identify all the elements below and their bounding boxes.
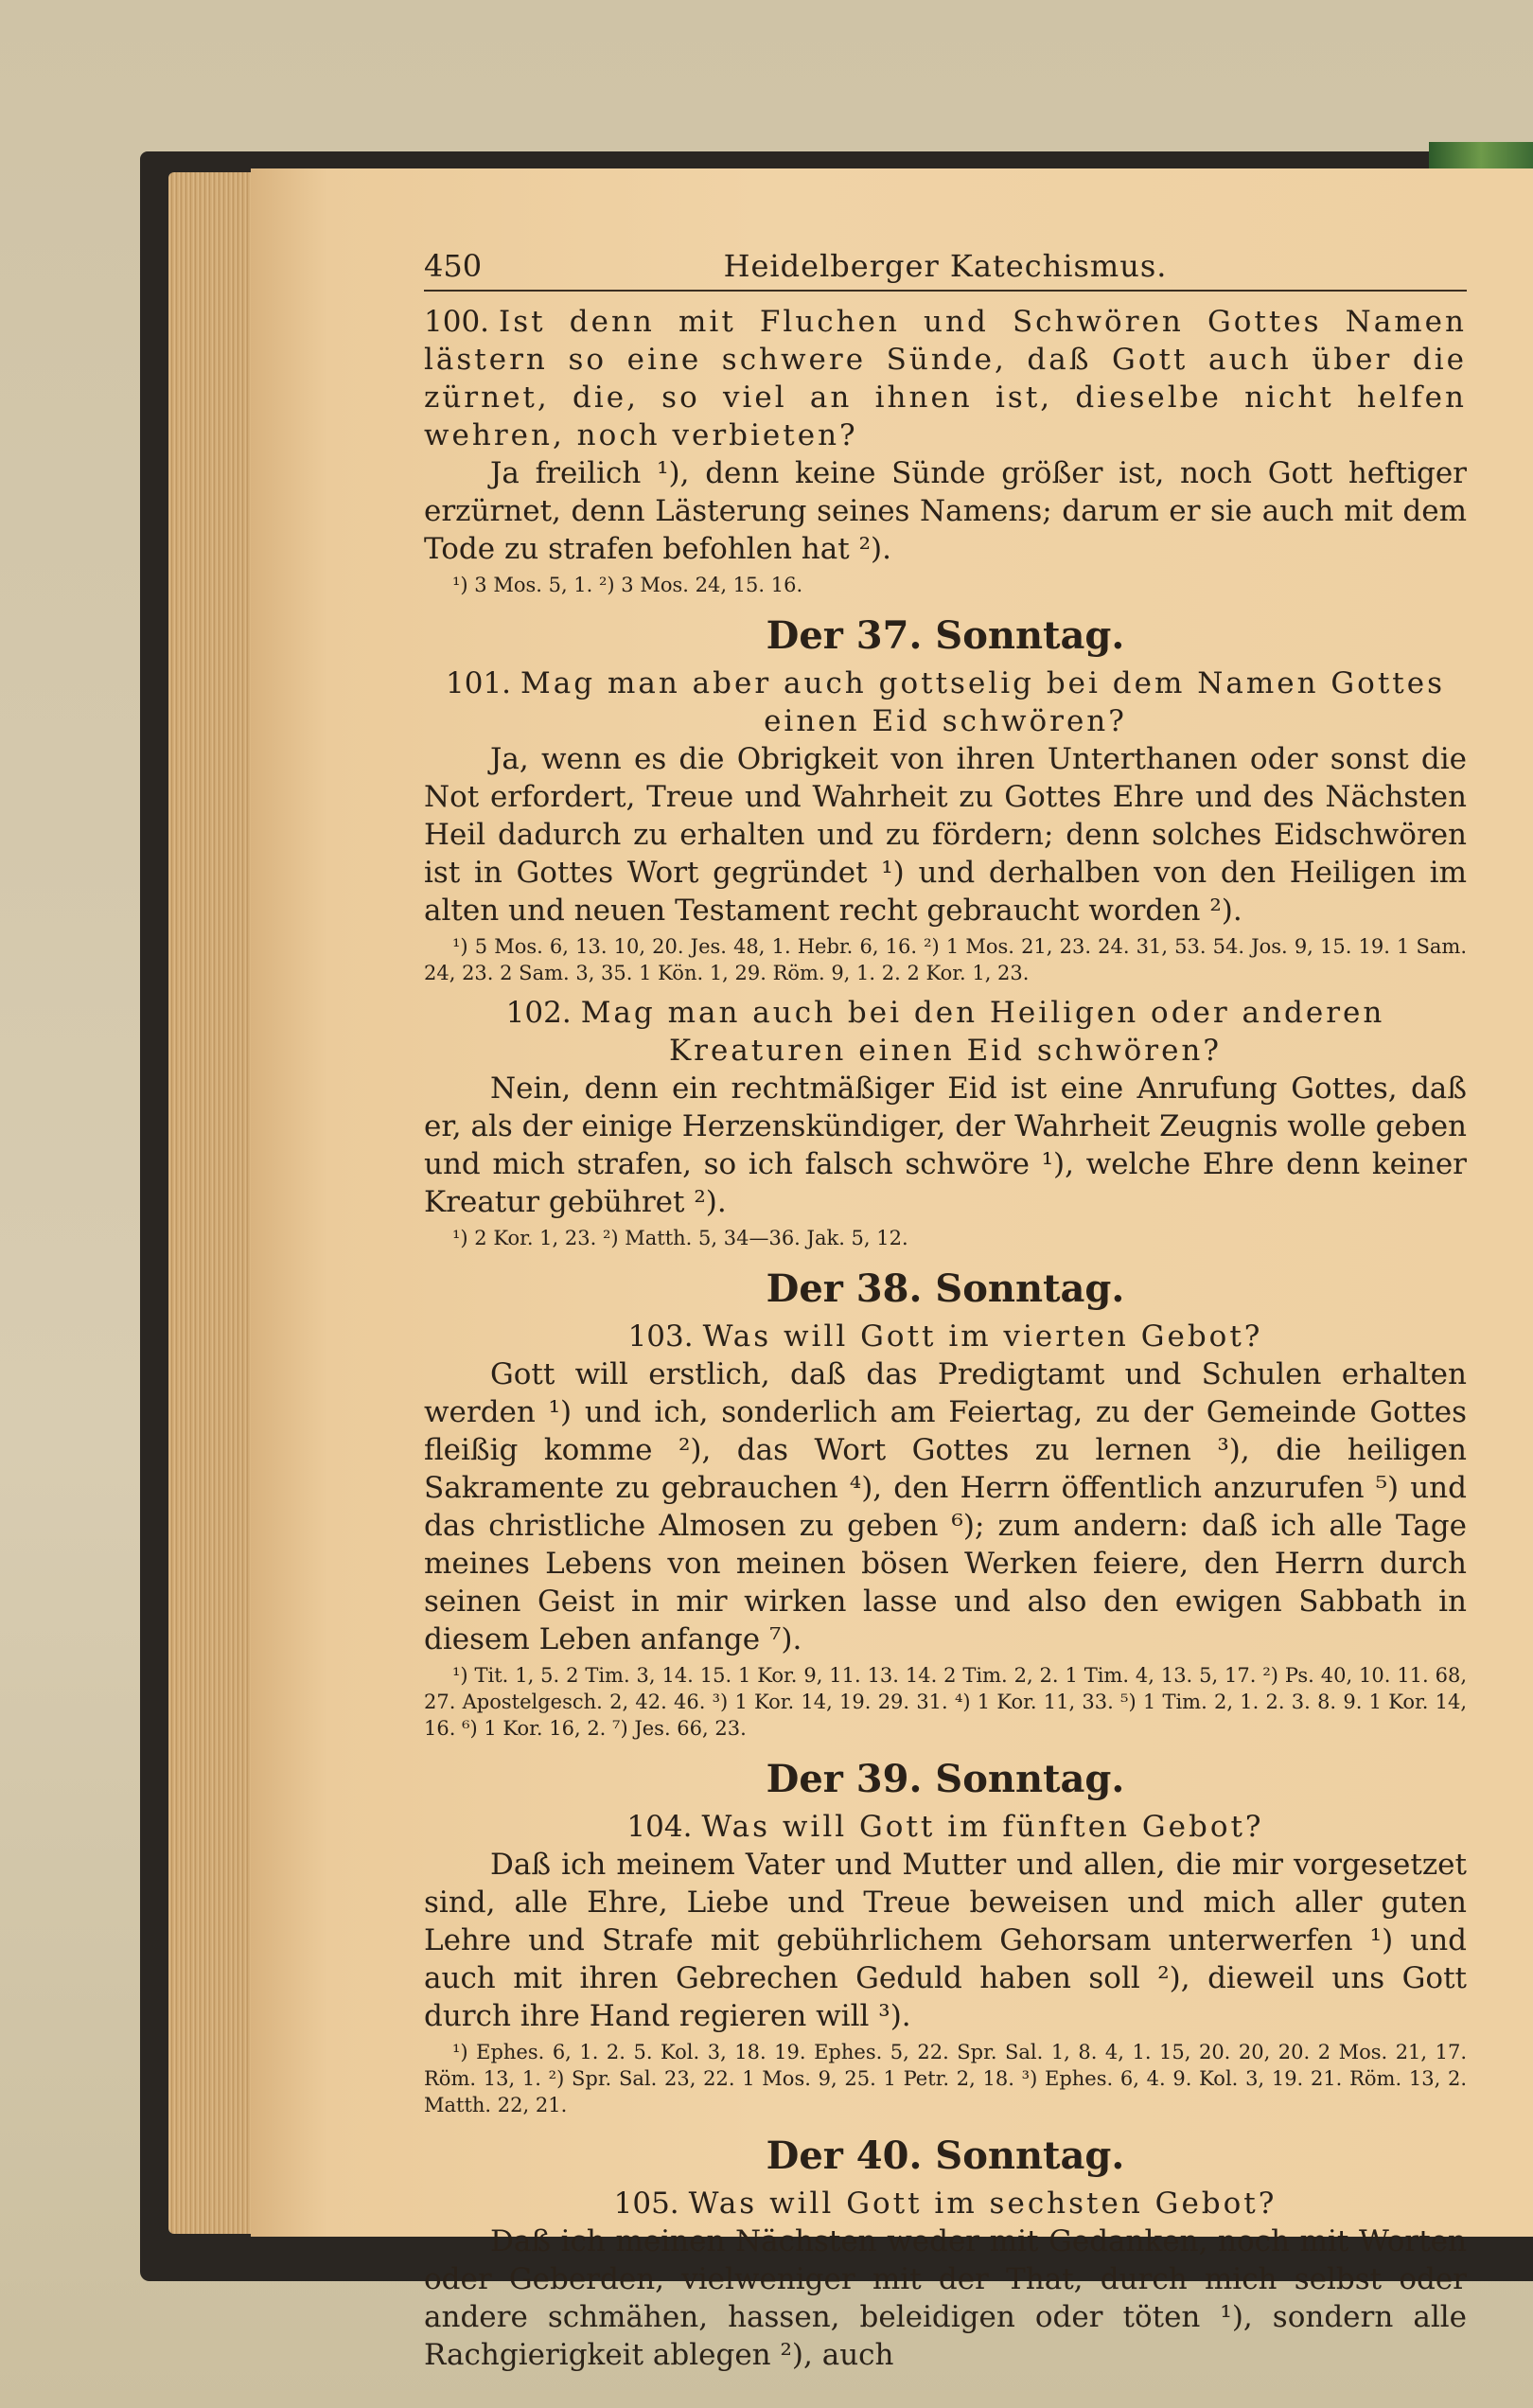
answer: Daß ich meinen Nächsten weder mit Gedanken, noch mit Worten oder Geberden, vielweniger mit der That, durch mich selbst oder andere schmähen, hassen, beleidigen oder töten ¹), sondern alle Rachgierigkeit ablegen ²), auch: [424, 2224, 1467, 2372]
answer: Daß ich meinem Vater und Mutter und allen, die mir vorgesetzet sind, alle Ehre, Liebe und Treue beweisen und mich aller guten Lehre und Strafe mit gebührlichem Gehorsam unterwerfen ¹) und auch mit ihren Gebrechen Geduld haben soll ²), dieweil uns Gott durch ihre Hand regieren will ³).: [424, 1848, 1467, 2033]
page-header: [424, 248, 1467, 292]
sunday-heading: Der 37. Sonntag.: [766, 613, 1125, 658]
catechism-section: [424, 2134, 1467, 2374]
running-title: Heidelberger Katechismus.: [723, 248, 1168, 284]
question-text: Ist denn mit Fluchen und Schwören Gottes Namen lästern so eine schwere Sünde, daß Gott auch über die zürnet, die, so viel an ihnen ist, dieselbe nicht helfen wehren, noch verbieten?: [424, 305, 1467, 452]
answer: Ja, wenn es die Obrigkeit von ihren Unterthanen oder sonst die Not erfordert, Treue und Wahrheit zu Gottes Ehre und des Nächsten Heil dadurch zu erhalten und zu fördern; denn solches Eidschwören ist in Gottes Wort gegründet ¹) und derhalben von den Heiligen im alten und neuen Testament recht gebraucht worden ²).: [424, 742, 1467, 928]
question-text: Was will Gott im sechsten Gebot?: [688, 2187, 1278, 2221]
footnotes: ¹) 3 Mos. 5, 1. ²) 3 Mos. 24, 15. 16.: [452, 574, 803, 596]
question: [424, 1808, 1467, 1846]
catechism-section: [424, 303, 1467, 598]
question-text: Mag man aber auch gottselig bei dem Namen Gottes einen Eid schwören?: [520, 666, 1445, 738]
question-number: 100.: [424, 305, 490, 339]
question-number: 103.: [627, 1319, 694, 1354]
answer: Ja freilich ¹), denn keine Sünde größer ist, noch Gott heftiger erzürnet, denn Lästerung seines Namens; darum er sie auch mit dem Tode zu strafen befohlen hat ²).: [424, 456, 1467, 566]
sunday-heading: Der 38. Sonntag.: [766, 1266, 1125, 1311]
footnotes: ¹) Tit. 1, 5. 2 Tim. 3, 14. 15. 1 Kor. 9, 11. 13. 14. 2 Tim. 2, 2. 1 Tim. 4, 13. 5, 17. ²) Ps. 40, 10. 11. 68, 27. Apostelgesch. 2, 42. 46. ³) 1 Kor. 14, 19. 29. 31. ⁴) 1 Kor. 11, 33. ⁵) 1 Tim. 2, 1. 2. 3. 8. 9. 1 Kor. 14, 16. ⁶) 1 Kor. 16, 2. ⁷) Jes. 66, 23.: [424, 1664, 1467, 1740]
catechism-section: [424, 613, 1467, 986]
sunday-heading: Der 39. Sonntag.: [766, 1757, 1125, 1801]
catechism-section: [424, 1757, 1467, 2118]
question-number: 101.: [446, 666, 512, 700]
catechism-section: [424, 994, 1467, 1251]
question-number: 102.: [505, 996, 572, 1030]
book-spine-edge: [1429, 142, 1533, 170]
page-number: 450: [424, 248, 483, 284]
question: [424, 303, 1467, 454]
footnotes: ¹) Ephes. 6, 1. 2. 5. Kol. 3, 18. 19. Ephes. 5, 22. Spr. Sal. 1, 8. 4, 1. 15, 20. 20, 20. 2 Mos. 21, 17. Röm. 13, 1. ²) Spr. Sal. 23, 22. 1 Mos. 9, 25. 1 Petr. 2, 18. ³) Ephes. 6, 4. 9. Kol. 3, 19. 21. Röm. 13, 2. Matth. 22, 21.: [424, 2041, 1467, 2116]
question-text: Was will Gott im vierten Gebot?: [702, 1319, 1263, 1354]
sunday-heading: Der 40. Sonntag.: [766, 2134, 1125, 2178]
question: [424, 664, 1467, 740]
question: [424, 994, 1467, 1070]
catechism-section: [424, 1266, 1467, 1742]
answer: Nein, denn ein rechtmäßiger Eid ist eine Anrufung Gottes, daß er, als der einige Herzenskündiger, der Wahrheit Zeugnis wolle geben und mich strafen, so ich falsch schwöre ¹), welche Ehre denn keiner Kreatur gebühret ²).: [424, 1071, 1467, 1219]
footnotes: ¹) 2 Kor. 1, 23. ²) Matth. 5, 34—36. Jak. 5, 12.: [452, 1227, 908, 1249]
question-number: 104.: [626, 1810, 693, 1844]
footnotes: ¹) 5 Mos. 6, 13. 10, 20. Jes. 48, 1. Hebr. 6, 16. ²) 1 Mos. 21, 23. 24. 31, 53. 54. Jos. 9, 15. 19. 1 Sam. 24, 23. 2 Sam. 3, 35. 1 Kön. 1, 29. Röm. 9, 1. 2. 2 Kor. 1, 23.: [424, 935, 1467, 984]
question-number: 105.: [613, 2187, 679, 2221]
question: [424, 1318, 1467, 1355]
question-text: Was will Gott im fünften Gebot?: [701, 1810, 1264, 1844]
question: [424, 2185, 1467, 2222]
page-content: [424, 248, 1467, 2374]
answer: Gott will erstlich, daß das Predigtamt und Schulen erhalten werden ¹) und ich, sonderlich am Feiertag, zu der Gemeinde Gottes fleißig komme ²), das Wort Gottes zu lernen ³), die heiligen Sakramente zu gebrauchen ⁴), den Herrn öffentlich anzurufen ⁵) und das christliche Almosen zu geben ⁶); zum andern: daß ich alle Tage meines Lebens von meinen bösen Werken feiere, den Herrn durch seinen Geist in mir wirken lasse und also den ewigen Sabbath in diesem Leben anfange ⁷).: [424, 1357, 1467, 1656]
question-text: Mag man auch bei den Heiligen oder anderen Kreaturen einen Eid schwören?: [580, 996, 1385, 1068]
